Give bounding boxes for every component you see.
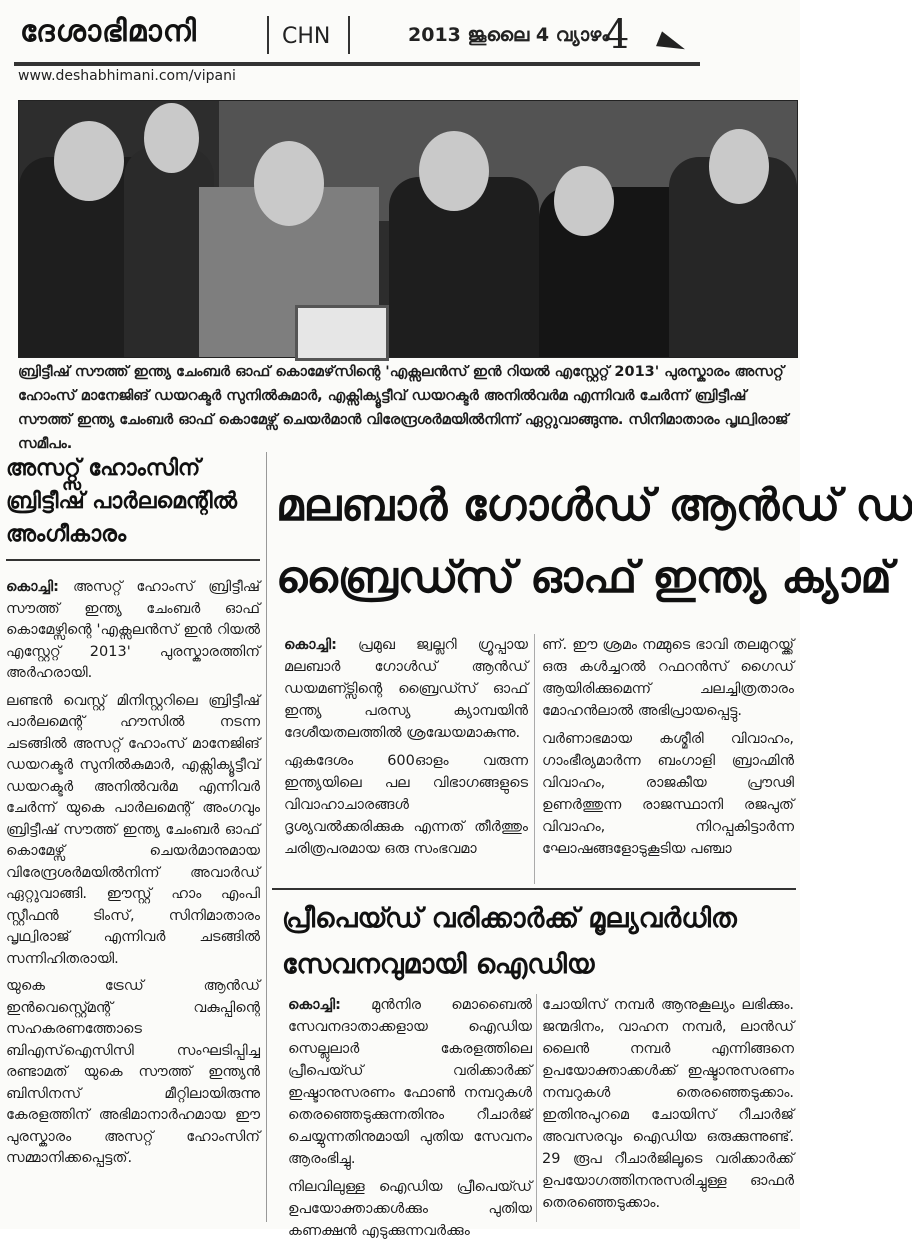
idea-headline: പ്രീപെയ്ഡ് വരിക്കാർക്ക് മൂല്യവർധിത സേവനവുമായി ഐഡിയ (282, 903, 737, 980)
main-headline-line2: ബ്രൈഡ്സ് ഓഫ് ഇന്ത്യ ക്യാമ് (276, 552, 893, 603)
person-head (709, 129, 769, 204)
idea-article-column-1 (288, 994, 532, 1248)
column-divider (266, 452, 267, 1222)
article-paragraph: ചോയിസ് നമ്പർ ആനുകൂല്യം ലഭിക്കും. ജന്മദിനം, വാഹന നമ്പർ, ലാൻഡ് ലൈൻ നമ്പർ എന്നിങ്ങനെ ഉപയോക്താക്കൾക്ക് ഇഷ്ടാനുസരണം നമ്പറുകൾ തെരഞ്ഞെടുക്കാം. ഇതിനുപുറമെ ചോയിസ് റീചാർജ് അവസരവും ഐഡിയ ഒരുക്കുന്നുണ്ട്. 29 രൂപ റീചാർജിലൂടെ വരിക്കാർക്ക് ഉപയോഗത്തിനനുസരിച്ചുള്ള ഓഫർ തെരഞ്ഞെടുക്കാം. (542, 997, 794, 1211)
left-article (6, 452, 260, 1222)
person-head (144, 103, 199, 173)
left-article-body (6, 577, 260, 1170)
article-paragraph: നിലവിലുള്ള ഐഡിയ പ്രീപെയ്ഡ് ഉപയോക്താക്കൾക്കും പുതിയ കണക്ഷൻ എടുക്കുന്നവർക്കും (288, 1179, 532, 1239)
article-paragraph: വർണാഭമായ കശ്മീരി വിവാഹം, ഗാംഭീര്യമാർന്ന ബംഗാളി ബ്രാഹ്മിൻ വിവാഹം, രാജകീയ പ്രൗഢി ഉണർത്തുന്ന രാജസ്ഥാനി രജപുത് വിവാഹം, നിറപ്പകിട്ടാർന്ന ഘോഷങ്ങളോടുകൂടിയ പഞ്ചാ (542, 731, 794, 857)
arrow-icon (656, 31, 688, 56)
column-divider (536, 994, 537, 1222)
issue-date: 2013 ജൂലൈ 4 വ്യാഴം (408, 24, 610, 46)
award-plaque (295, 305, 389, 361)
article-paragraph: കൊച്ചി: അസറ്റ് ഹോംസ് ബ്രിട്ടീഷ് സൗത്ത് ഇന്ത്യ ചേംബർ ഓഫ് കൊമേഴ്സിന്റെ 'എക്സലൻസ് ഇൻ റിയൽ എസ്റ്റേറ്റ് 2013' പുരസ്കാരത്തിന് അർഹരായി. (6, 579, 260, 681)
masthead-rule (14, 62, 700, 66)
masthead (14, 10, 696, 60)
article-paragraph: ലണ്ടൻ വെസ്റ്റ് മിനിസ്റ്ററിലെ ബ്രിട്ടീഷ് പാർലമെന്റ് ഹൗസിൽ നടന്ന ചടങ്ങിൽ അസറ്റ് ഹോംസ് മാനേജിങ് ഡയറക്ടർ സുനിൽകുമാർ, എക്സിക്യൂട്ടീവ് ഡയറക്ടർ അനിൽവർമ എന്നിവർ ചേർന്ന് യുകെ പാർലമെന്റ് അംഗവും ബ്രിട്ടീഷ് സൗത്ത് ഇന്ത്യ ചേംബർ ഓഫ് കൊമേഴ്സ് ചെയർമാനുമായ വിരേന്ദ്രശർമയിൽനിന്ന് അവാർഡ് ഏറ്റുവാങ്ങി. ഈസ്റ്റ് ഹാം എംപി സ്റ്റീഫൻ ടിംസ്, സിനിമാതാരം പൃഥ്വിരാജ് എന്നിവർ ചടങ്ങിൽ സന്നിഹിതരായി. (6, 692, 260, 967)
dateline: കൊച്ചി: (288, 997, 341, 1013)
article-paragraph: കൊച്ചി: പ്രമുഖ ജ്വല്ലറി ഗ്രൂപ്പായ മലബാർ ഗോൾഡ് ആൻഡ് ഡയമണ്ട്സിന്റെ ബ്രൈഡ്സ് ഓഫ് ഇന്ത്യ പരസ്യ ക്യാമ്പയിൻ ദേശീയതലത്തിൽ ശ്രദ്ധേയമാകുന്നു. (284, 637, 528, 741)
main-article-column-1 (284, 634, 528, 866)
person-head (254, 141, 324, 226)
newspaper-brand: ദേശാഭിമാനി (20, 14, 197, 49)
article-paragraph: കൊച്ചി: മുൻനിര മൊബൈൽ സേവനദാതാക്കളായ ഐഡിയ സെല്ലുലാർ കേരളത്തിലെ പ്രീപെയ്ഡ് വരിക്കാർക്ക് ഇഷ്ടാനുസരണം ഫോൺ നമ്പറുകൾ തെരഞ്ഞെടുക്കുന്നതിനും റീചാർജ് ചെയ്യുന്നതിനുമായി പുതിയ സേവനം ആരംഭിച്ചു. (288, 997, 532, 1167)
column-divider (534, 634, 535, 884)
article-paragraph: ണ്. ഈ ശ്രമം നമ്മുടെ ഭാവി തലമുറയ്ക്ക് ഒരു കൾച്ചറൽ റഫറൻസ് ഗൈഡ് ആയിരിക്കുമെന്ന് ചലച്ചിത്രതാരം മോഹൻലാൽ അഭിപ്രായപ്പെട്ടു. (542, 637, 794, 719)
article-paragraph: യുകെ ട്രേഡ് ആൻഡ് ഇൻവെസ്റ്റ്മെന്റ് വകുപ്പിന്റെ സഹകരണത്തോടെ ബിഎസ്ഐസിസി സംഘടിപ്പിച്ച രണ്ടാമത് യുകെ സൗത്ത് ഇന്ത്യൻ ബിസിനസ് മീറ്റിലായിരുന്നു കേരളത്തിന് അഭിമാനാർഹമായ ഈ പുരസ്കാരം അസറ്റ് ഹോംസിന് സമ്മാനിക്കപ്പെട്ടത്. (6, 978, 260, 1166)
website-url: www.deshabhimani.com/vipani (18, 68, 236, 84)
main-headline-line1: മലബാർ ഗോൾഡ് ആൻഡ് ഡ (276, 480, 912, 531)
idea-article-column-2 (542, 994, 794, 1220)
dateline: കൊച്ചി: (284, 637, 337, 653)
award-photo (18, 100, 798, 358)
dateline: കൊച്ചി: (6, 579, 59, 595)
main-article-column-2 (542, 634, 794, 866)
photo-caption: ബ്രിട്ടീഷ് സൗത്ത് ഇന്ത്യ ചേംബർ ഓഫ് കൊമേഴ്‌സിന്റെ 'എക്സലൻസ് ഇൻ റിയൽ എസ്റ്റേറ്റ് 2013' പുരസ്കാരം അസറ്റ് ഹോംസ് മാനേജിങ് ഡയറക്ടർ സുനിൽകുമാർ, എക്സിക്യൂട്ടീവ് ഡയറക്ടർ അനിൽവർമ എന്നിവർ ചേർന്ന് ബ്രിട്ടീഷ് സൗത്ത് ഇന്ത്യ ചേംബർ ഓഫ് കൊമേഴ്സ് ചെയർമാൻ വിരേന്ദ്രശർമയിൽനിന്ന് ഏറ്റുവാങ്ങുന്നു. സിനിമാതാരം പൃഥ്വിരാജ് സമീപം. (18, 364, 789, 452)
article-paragraph: ഏകദേശം 600ഓളം വരുന്ന ഇന്ത്യയിലെ പല വിഭാഗങ്ങളുടെ വിവാഹാചാരങ്ങൾ ദൃശ്യവൽക്കരിക്കുക എന്നത് തീർത്തും ചരിത്രപരമായ ഒരു സംഭവമാ (284, 753, 528, 857)
page-number: 4 (604, 12, 630, 58)
person-head (419, 131, 489, 211)
section-rule (272, 888, 796, 890)
masthead-divider (348, 16, 350, 54)
left-article-headline: അസറ്റ്സ് ഹോംസിന് ബ്രിട്ടീഷ് പാർലമെന്റിൽ അംഗീകാരം (6, 452, 260, 561)
main-headline (276, 470, 912, 620)
person-head (54, 121, 124, 201)
masthead-divider (267, 16, 269, 54)
edition-label: CHN (282, 24, 331, 49)
person-head (554, 166, 614, 236)
